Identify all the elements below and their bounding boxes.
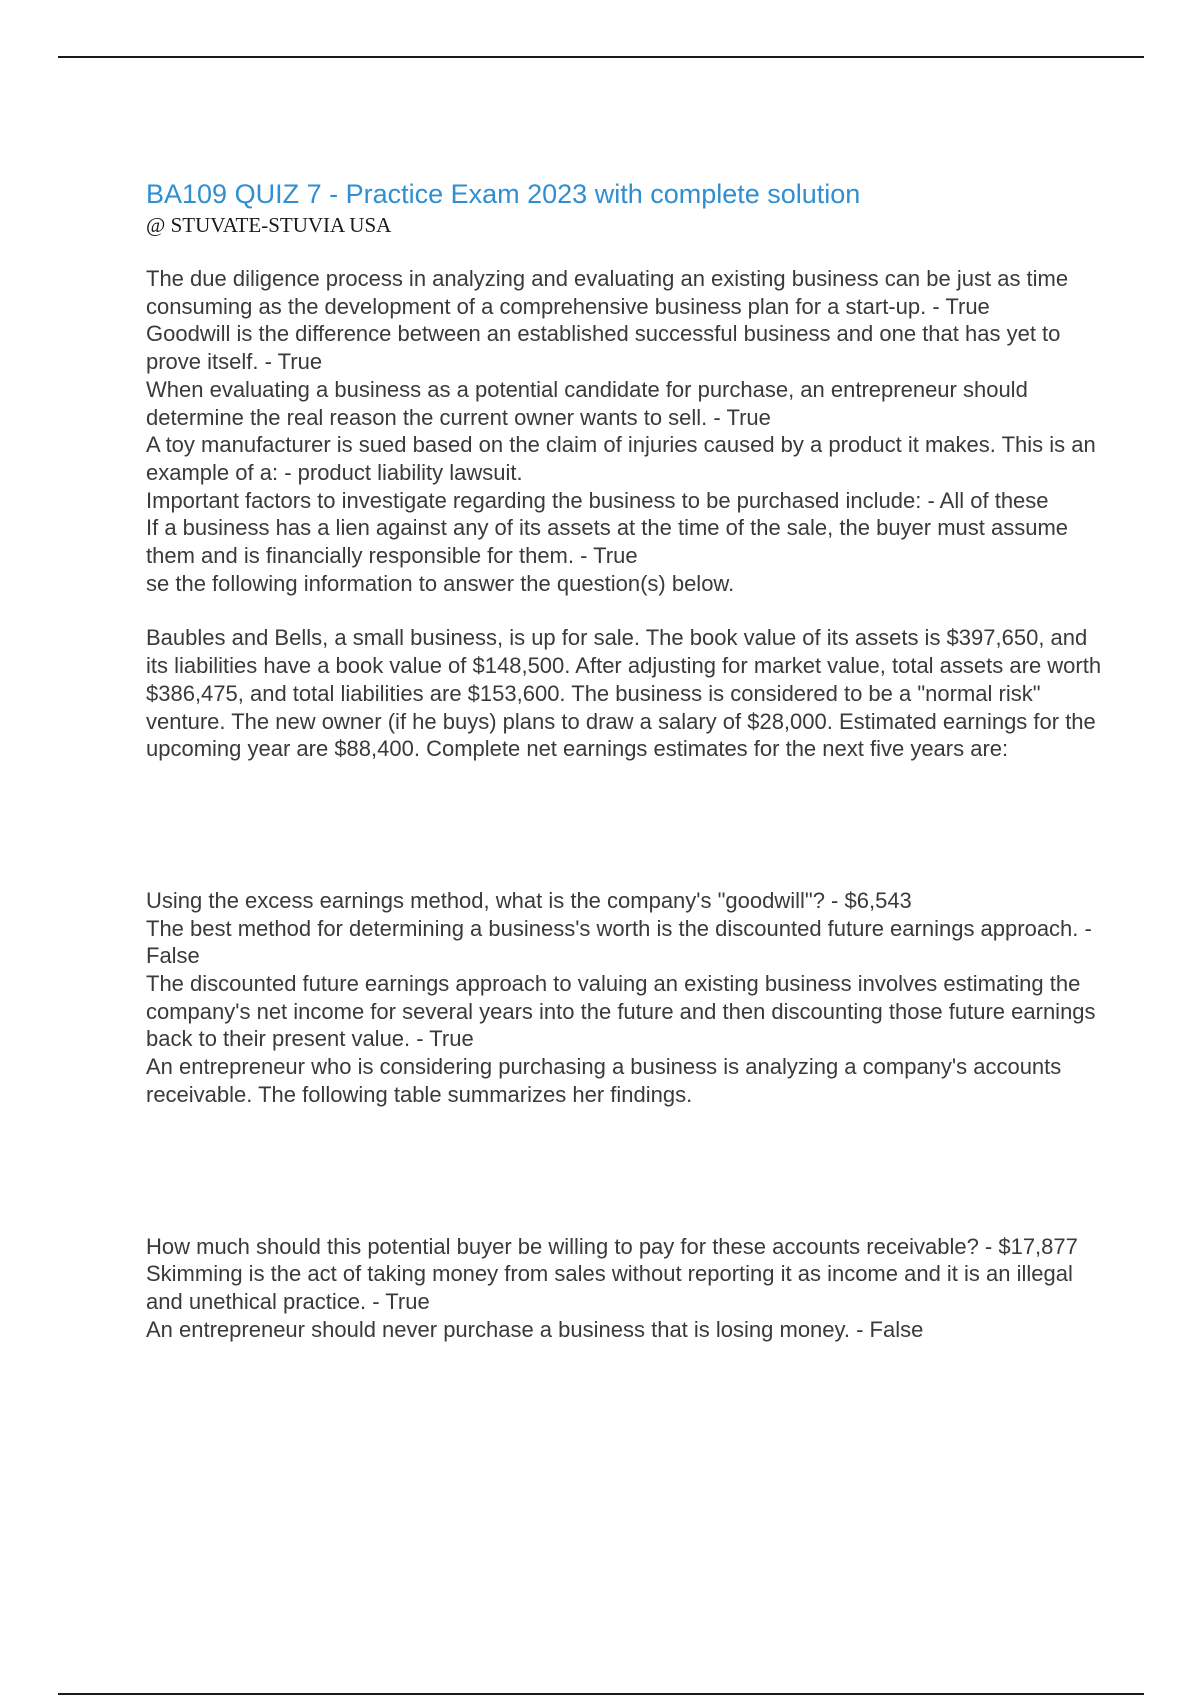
qa-item-instruction: se the following information to answer the question(s) below. bbox=[146, 570, 735, 596]
document-body bbox=[146, 176, 1106, 1343]
header-rule bbox=[58, 56, 1144, 58]
qa-item-discounted-future-earnings: The discounted future earnings approach to valuing an existing business involves estimating the company's net income for several years into the future and then discounting those future earnings back to their present value. - True bbox=[146, 971, 1096, 1052]
qa-item-losing-money: An entrepreneur should never purchase a business that is losing money. - False bbox=[146, 1316, 924, 1342]
qa-item-excess-earnings: Using the excess earnings method, what is the company's "goodwill"? - $6,543 bbox=[146, 887, 912, 913]
document-title: BA109 QUIZ 7 - Practice Exam 2023 with complete solution bbox=[146, 179, 861, 209]
qa-item-reason-to-sell: When evaluating a business as a potential candidate for purchase, an entrepreneur should determine the real reason the current owner wants to sell. - True bbox=[146, 376, 1028, 430]
document-subtitle: @ STUVATE-STUVIA USA bbox=[146, 213, 392, 237]
qa-item-pay-for-receivables: How much should this potential buyer be willing to pay for these accounts receivable? - $17,877 bbox=[146, 1233, 1078, 1259]
qa-item-product-liability: A toy manufacturer is sued based on the claim of injuries caused by a product it makes. This is an example of a: - product liability lawsuit. bbox=[146, 432, 1096, 485]
qa-item-important-factors: Important factors to investigate regarding the business to be purchased include: - All of these bbox=[146, 487, 1049, 513]
qa-item-baubles-and-bells: Baubles and Bells, a small business, is up for sale. The book value of its assets is $397,650, and its liabilities have a book value of $148,500. After adjusting for market value, total assets are worth $386,475, and total liabilities are $153,600. The business is considered to be a "normal risk" venture. The new owner (if he buys) plans to draw a salary of $28,000. Estimated earnings for the upcoming year are $88,400. Complete net earnings estimates for the next five years are: bbox=[146, 625, 1102, 762]
qa-item-accounts-receivable: An entrepreneur who is considering purchasing a business is analyzing a company's accounts receivable. The following table summarizes her findings. bbox=[146, 1054, 1062, 1107]
footer-rule bbox=[58, 1693, 1144, 1695]
qa-item-lien: If a business has a lien against any of its assets at the time of the sale, the buyer must assume them and is financially responsible for them. - True bbox=[146, 515, 1069, 569]
qa-item-skimming: Skimming is the act of taking money from sales without reporting it as income and it is an illegal and unethical practice. - True bbox=[146, 1261, 1073, 1314]
qa-item-due-diligence: The due diligence process in analyzing and evaluating an existing business can be just as time consuming as the development of a comprehensive business plan for a start-up. - True bbox=[146, 266, 1069, 319]
qa-item-goodwill: Goodwill is the difference between an established successful business and one that has yet to prove itself. - True bbox=[146, 321, 1061, 375]
qa-item-best-method: The best method for determining a business's worth is the discounted future earnings approach. - False bbox=[146, 915, 1092, 969]
